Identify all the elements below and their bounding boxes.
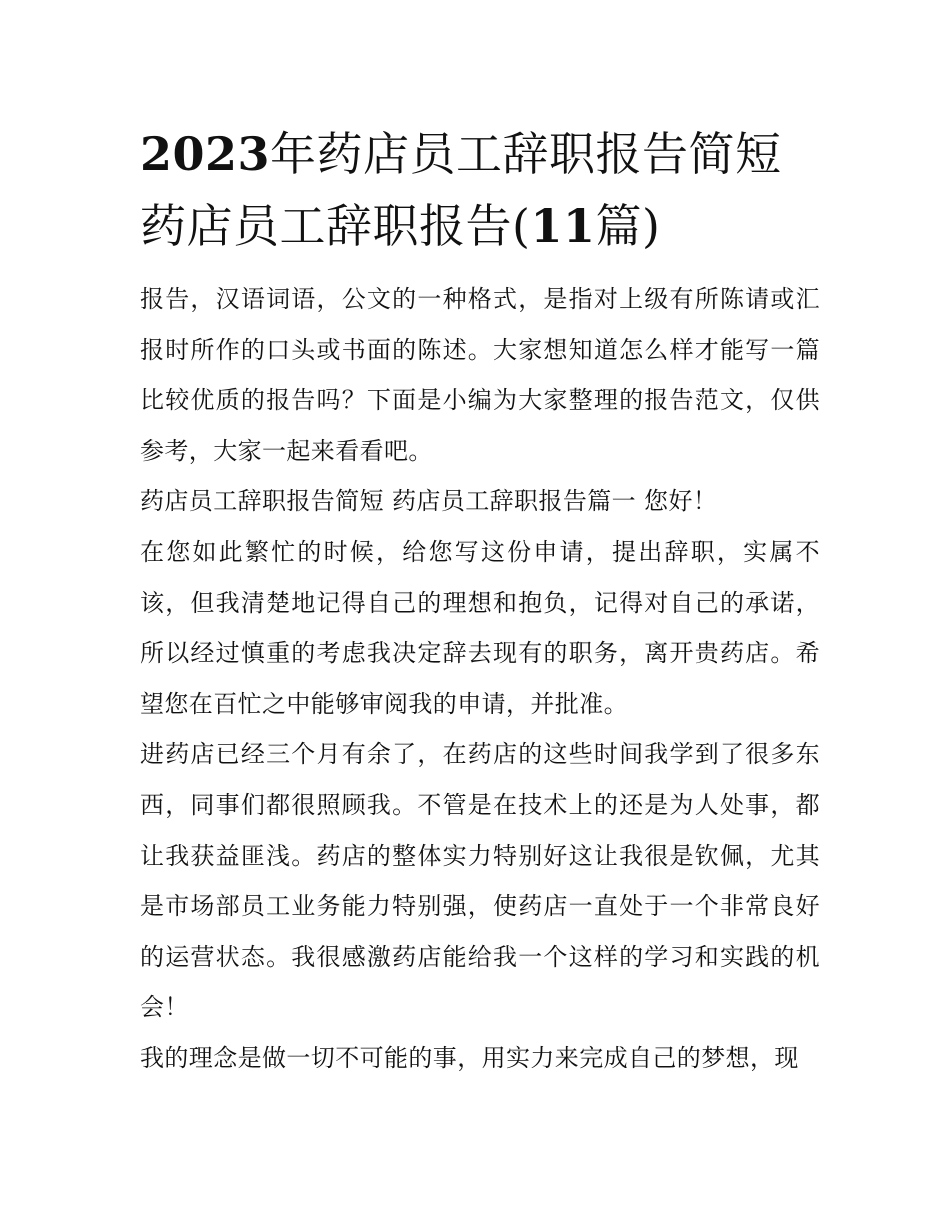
body-paragraph-1: 在您如此繁忙的时候，给您写这份申请，提出辞职，实属不该，但我清楚地记得自己的理想和抱负，记得对自己的承诺，所以经过慎重的考虑我决定辞去现有的职务，离开贵药店。希望您在百忙之中能够审阅我的申请，并批准。 — [140, 537, 820, 718]
title-suffix: 篇) — [595, 199, 661, 253]
title-year: 2023 — [140, 127, 271, 181]
title-text: 年药店员工辞职报告简短药店员工辞职报告( — [140, 127, 782, 253]
intro-paragraph: 报告，汉语词语，公文的一种格式，是指对上级有所陈请或汇报时所作的口头或书面的陈述。大家想知道怎么样才能写一篇比较优质的报告吗？下面是小编为大家整理的报告范文，仅供参考，大家一起来看看吧。 — [140, 285, 820, 465]
document-title — [140, 118, 820, 262]
document-content — [140, 118, 820, 1084]
body-paragraph-3: 我的理念是做一切不可能的事，用实力来完成自己的梦想，现 — [140, 1043, 799, 1072]
section-heading-paragraph: 药店员工辞职报告简短 药店员工辞职报告篇一 您好！ — [140, 487, 718, 516]
title-count: 11 — [530, 199, 596, 253]
document-body — [140, 274, 820, 1084]
body-paragraph-2: 进药店已经三个月有余了，在药店的这些时间我学到了很多东西，同事们都很照顾我。不管是在技术上的还是为人处事，都让我获益匪浅。药店的整体实力特别好这让我很是钦佩，尤其是市场部员工业务能力特别强，使药店一直处于一个非常良好的运营状态。我很感激药店能给我一个这样的学习和实践的机会！ — [140, 740, 820, 1022]
